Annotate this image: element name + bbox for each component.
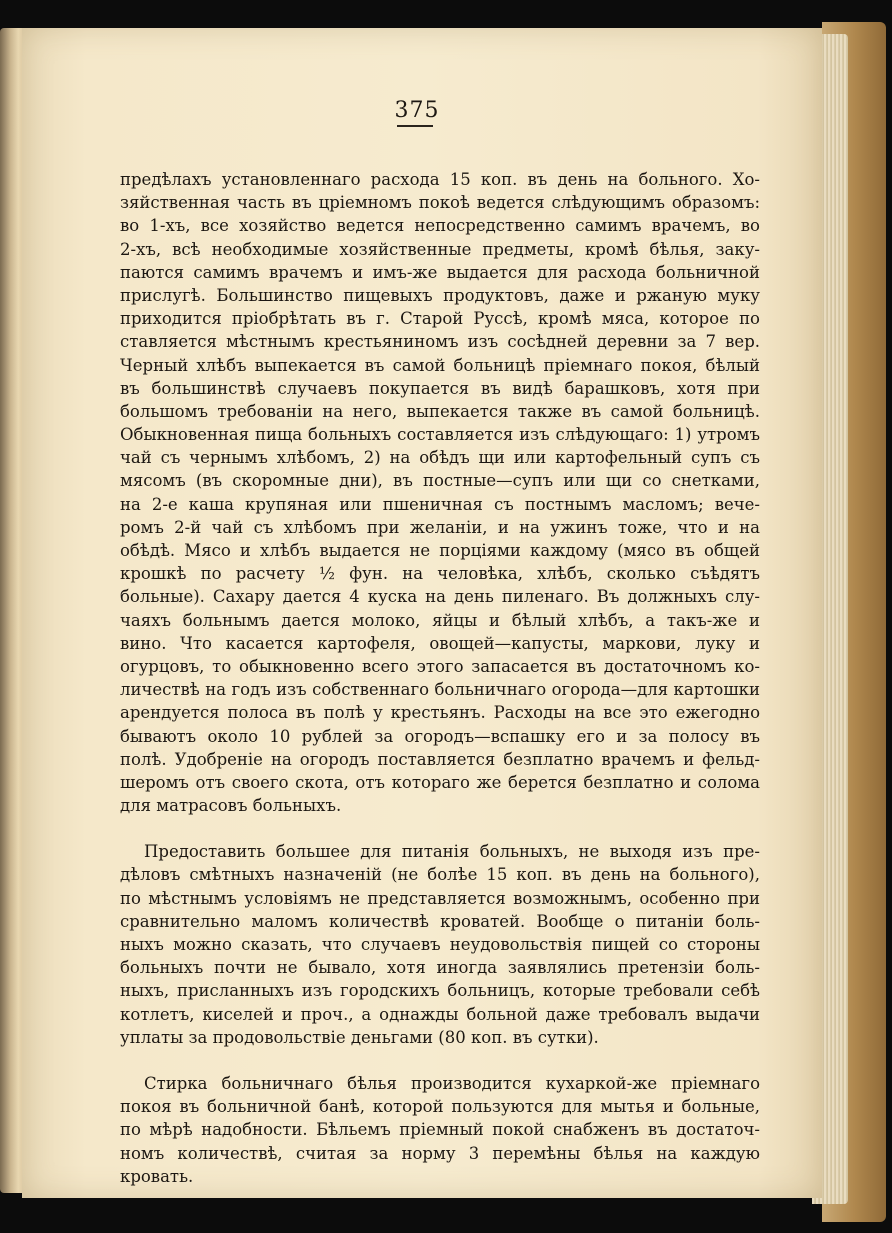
text-line: большомъ требованіи на него, выпекается также въ самой больницѣ. [120, 401, 760, 421]
text-line: ныхъ, присланныхъ изъ городскихъ больницъ, которые требовали себѣ [120, 981, 760, 1001]
text-line: арендуется полоса въ полѣ у крестьянъ. Расходы на все это ежегодно [120, 703, 760, 723]
text-line: во 1-хъ, все хозяйство ведется непосредственно самимъ врачемъ, во [120, 216, 760, 236]
text-line: уплаты за продовольствіе деньгами (80 коп. въ сутки). [120, 1027, 599, 1047]
text-line: въ большинствѣ случаевъ покупается въ видѣ барашковъ, хотя при [120, 378, 760, 398]
paragraph-2 [120, 840, 760, 1049]
page-text [120, 168, 760, 1188]
text-line: номъ количествѣ, считая за норму 3 перемѣны бѣлья на каждую [120, 1143, 760, 1163]
text-line: Стирка больничнаго бѣлья производится кухаркой-же пріемнаго [144, 1073, 760, 1093]
text-line: котлетъ, киселей и проч., а однажды больной даже требовалъ выдачи [120, 1004, 760, 1024]
text-line: обѣдѣ. Мясо и хлѣбъ выдается не порціями каждому (мясо въ общей [120, 541, 760, 560]
text-line: по мѣстнымъ условіямъ не представляется возможнымъ, особенно при [120, 888, 760, 908]
text-line: дѣловъ смѣтныхъ назначеній (не болѣе 15 коп. въ день на больного), [120, 865, 760, 885]
text-line: огурцовъ, то обыкновенно всего этого запасается въ достаточномъ ко- [120, 656, 760, 676]
paragraph-3 [120, 1072, 760, 1188]
text-line: приходится пріобрѣтать въ г. Старой Руссѣ, кромѣ мяса, которое по [120, 309, 760, 329]
text-line: предѣлахъ установленнаго расхода 15 коп. въ день на больного. Хо- [120, 170, 760, 189]
text-line: бываютъ около 10 рублей за огородъ—вспашку его и за полосу въ [120, 726, 760, 746]
text-line: 2-хъ, всѣ необходимые хозяйственные предметы, кромѣ бѣлья, заку- [120, 239, 760, 259]
book-page [22, 28, 822, 1198]
text-line: крошкѣ по расчету ½ фун. на человѣка, хлѣбъ, сколько съѣдятъ [120, 564, 760, 584]
page-number: 375 [394, 98, 440, 123]
text-line: шеромъ отъ своего скота, отъ котораго же берется безплатно и солома [120, 772, 760, 792]
text-line: кровать. [120, 1166, 194, 1186]
text-line: больные). Сахару дается 4 куска на день пиленаго. Въ должныхъ слу- [120, 587, 760, 607]
text-line: для матрасовъ больныхъ. [120, 796, 342, 816]
text-line: сравнительно маломъ количествѣ кроватей. Вообще о питаніи боль- [120, 911, 760, 931]
text-line: ромъ 2-й чай съ хлѣбомъ при желаніи, и на ужинъ тоже, что и на [120, 517, 760, 537]
text-line: по мѣрѣ надобности. Бѣльемъ пріемный покой снабженъ въ достаточ- [120, 1120, 760, 1140]
paragraph-1 [120, 168, 760, 817]
page-number-underline [397, 125, 433, 127]
text-line: зяйственная часть въ цріемномъ покоѣ ведется слѣдующимъ образомъ: [120, 193, 760, 213]
text-line: покоя въ больничной банѣ, которой пользуются для мытья и больные, [120, 1097, 760, 1117]
paragraph-gap [120, 1049, 760, 1072]
text-line: полѣ. Удобреніе на огородъ поставляется безплатно врачемъ и фельд- [120, 749, 760, 769]
text-line: вино. Что касается картофеля, овощей—капусты, маркови, луку и [120, 633, 760, 653]
text-line: прислугѣ. Большинство пищевыхъ продуктовъ, даже и ржаную муку [120, 285, 760, 305]
text-line: Обыкновенная пища больныхъ составляется изъ слѣдующаго: 1) утромъ [120, 425, 760, 445]
text-line: личествѣ на годъ изъ собственнаго больничнаго огорода—для картошки [120, 680, 760, 700]
text-line: чай съ чернымъ хлѣбомъ, 2) на обѣдъ щи или картофельный супъ съ [120, 448, 760, 468]
text-line: на 2-е каша крупяная или пшеничная съ постнымъ масломъ; вече- [120, 494, 760, 514]
text-line: мясомъ (въ скоромные дни), въ постные—супъ или щи со снетками, [120, 471, 760, 491]
text-line: паются самимъ врачемъ и имъ-же выдается для расхода больничной [120, 262, 760, 282]
text-line: ныхъ можно сказать, что случаевъ неудовольствія пищей со стороны [120, 935, 760, 954]
text-line: чаяхъ больнымъ дается молоко, яйцы и бѣлый хлѣбъ, а такъ-же и [120, 610, 760, 630]
text-line: больныхъ почти не бывало, хотя иногда заявлялись претензіи боль- [120, 958, 760, 978]
paragraph-gap [120, 817, 760, 840]
text-line: ставляется мѣстнымъ крестьяниномъ изъ сосѣдней деревни за 7 вер. [120, 332, 760, 352]
text-line: Черный хлѣбъ выпекается въ самой больницѣ пріемнаго покоя, бѣлый [120, 355, 760, 375]
text-line: Предоставить большее для питанія больныхъ, не выходя изъ пре- [144, 842, 760, 862]
